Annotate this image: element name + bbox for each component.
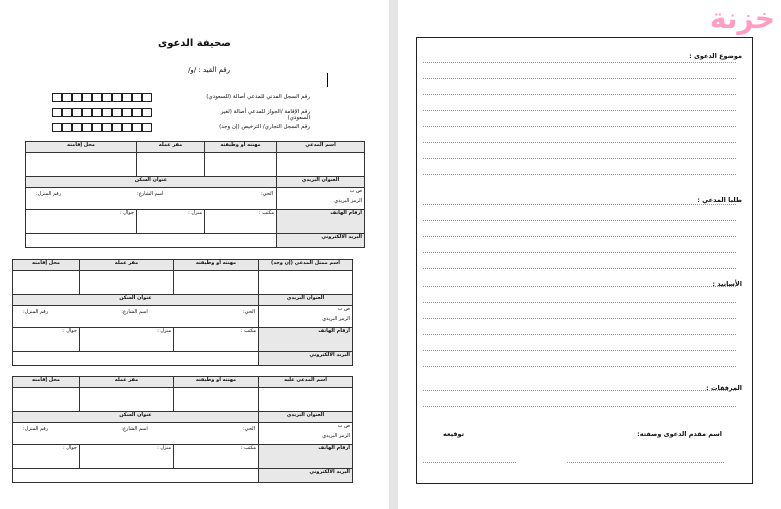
profession-input[interactable] <box>205 153 277 177</box>
home-address-input[interactable]: الحي: اسم الشارع: رقم المنزل: <box>26 188 277 210</box>
postal-header: العنوان البريدي <box>259 295 353 306</box>
residence-input[interactable] <box>13 271 80 295</box>
home-address-input[interactable]: الحي: اسم الشارع: رقم المنزل: <box>13 306 259 328</box>
profession-header: مهنته أو وظيفته <box>205 142 277 153</box>
id-label: رقم السجل المدني للمدعي أصالة (للسعودي) <box>206 94 310 100</box>
work-header: مقر عمله <box>80 260 174 271</box>
digit-boxes[interactable] <box>52 123 152 132</box>
name-header: اسم المدعي <box>277 142 365 153</box>
phones-label: أرقام الهاتف <box>277 210 365 234</box>
email-label: البريد الالكتروني <box>259 352 353 366</box>
home-address-header: عنوان السكن <box>26 177 277 188</box>
phones-label: أرقام الهاتف <box>259 328 353 352</box>
name-input[interactable] <box>259 388 353 412</box>
email-label: البريد الالكتروني <box>259 469 353 483</box>
representative-block <box>12 259 353 366</box>
profession-header: مهنته أو وظيفته <box>174 377 259 388</box>
postal-header: العنوان البريدي <box>259 412 353 423</box>
id-label: رقم السجل التجاري/ الترخيص (إن وجد) <box>219 124 310 130</box>
digit-boxes[interactable] <box>52 93 152 102</box>
postal-header: العنوان البريدي <box>277 177 365 188</box>
name-input[interactable] <box>259 271 353 295</box>
name-input[interactable] <box>277 153 365 177</box>
residence-header: محل إقامته <box>13 377 80 388</box>
section-attachments: المرفقات : <box>706 384 742 392</box>
section-subject: موضوع الدعوى : <box>689 52 742 60</box>
office-input[interactable]: مكتب : <box>174 445 259 469</box>
mobile-input[interactable]: جوال : <box>13 445 80 469</box>
id-row-commercial <box>52 123 310 134</box>
residence-header: محل إقامته <box>13 260 80 271</box>
signature-label: توقيعه <box>443 430 465 438</box>
residence-input[interactable] <box>26 153 137 177</box>
registration-number: رقم القيد : /و/ <box>188 66 230 74</box>
email-label: البريد الالكتروني <box>277 234 365 248</box>
home-address-header: عنوان السكن <box>13 412 259 423</box>
home-phone-input[interactable]: منزل : <box>80 445 174 469</box>
office-input[interactable]: مكتب : <box>174 328 259 352</box>
name-header: اسم ممثل المدعي (إن وجد) <box>259 260 353 271</box>
mobile-input[interactable]: جوال : <box>13 328 80 352</box>
left-page <box>0 0 389 509</box>
submitter-line[interactable] <box>567 462 724 463</box>
site-logo: خزنة <box>709 2 775 35</box>
text-cursor <box>327 73 328 87</box>
postal-input[interactable]: ص ب الرمز البريدي <box>259 306 353 328</box>
residence-input[interactable] <box>13 388 80 412</box>
signature-line[interactable] <box>423 462 516 463</box>
plaintiff-block <box>25 141 365 248</box>
email-input[interactable] <box>26 234 277 248</box>
work-input[interactable] <box>80 388 174 412</box>
postal-input[interactable]: ص ب الرمز البريدي <box>259 423 353 445</box>
submitter-label: اسم مقدم الدعوى وصفته: <box>637 430 722 438</box>
name-header: اسم المدعى عليه <box>259 377 353 388</box>
work-input[interactable] <box>137 153 205 177</box>
email-input[interactable] <box>13 352 259 366</box>
residence-header: محل إقامته <box>26 142 137 153</box>
home-address-input[interactable]: الحي: اسم الشارع: رقم المنزل: <box>13 423 259 445</box>
id-label: رقم الإقامة /الجواز للمدعي أصالة (لغير السعودي) <box>220 109 310 121</box>
claim-details-frame <box>416 37 753 484</box>
section-requests: طلبا المدعي : <box>697 196 742 204</box>
office-input[interactable]: مكتب : <box>205 210 277 234</box>
profession-input[interactable] <box>174 388 259 412</box>
work-header: مقر عمله <box>137 142 205 153</box>
email-input[interactable] <box>13 469 259 483</box>
postal-input[interactable]: ص ب الرمز البريدي <box>277 188 365 210</box>
mobile-input[interactable]: جوال : <box>26 210 137 234</box>
profession-input[interactable] <box>174 271 259 295</box>
profession-header: مهنته أو وظيفته <box>174 260 259 271</box>
section-grounds: الأسانيد : <box>712 280 742 288</box>
id-row-civil <box>52 93 310 104</box>
work-input[interactable] <box>80 271 174 295</box>
home-phone-input[interactable]: منزل : <box>80 328 174 352</box>
phones-label: أرقام الهاتف <box>259 445 353 469</box>
work-header: مقر عمله <box>80 377 174 388</box>
id-row-iqama <box>52 108 310 119</box>
defendant-block <box>12 376 353 483</box>
form-title: صحيفة الدعوى <box>158 38 231 49</box>
digit-boxes[interactable] <box>52 108 152 117</box>
home-address-header: عنوان السكن <box>13 295 259 306</box>
home-phone-input[interactable]: منزل : <box>137 210 205 234</box>
